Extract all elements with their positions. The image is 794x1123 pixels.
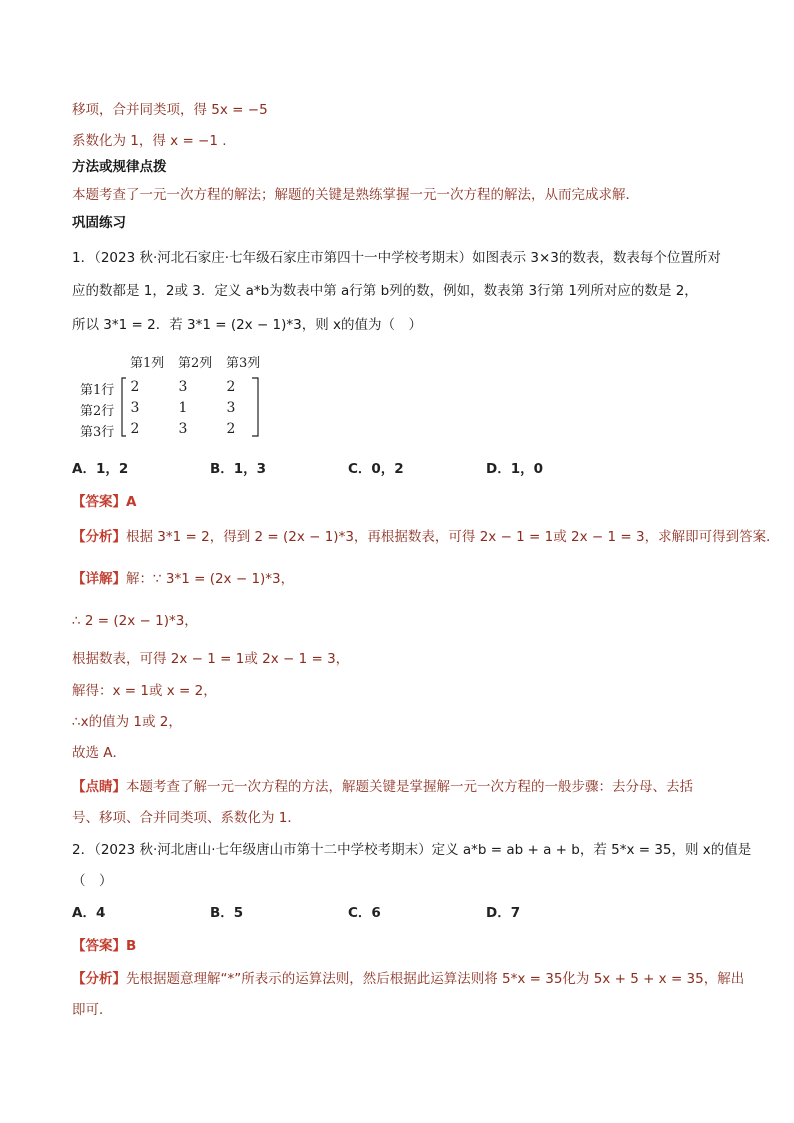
matrix-cell: 1 [178, 400, 188, 416]
matrix-cell: 3 [130, 400, 140, 416]
solution-step-line: 系数化为 1，得 x = −1 . [72, 133, 227, 149]
q1-detail [72, 570, 294, 588]
analysis-line: 即可． [72, 1002, 113, 1018]
practice-heading: 巩固练习 [72, 215, 126, 231]
q2-stem-line: 2．（2023 秋·河北唐山·七年级唐山市第十二中学校考期末）定义 a*b = ab + a + b，若 5*x = 35，则 x的值是 [72, 842, 752, 858]
answer-tag: 【答案】 [72, 494, 126, 510]
q2-stem-line: （ ） [72, 873, 113, 889]
analysis-tag: 【分析】 [72, 529, 126, 545]
column-header: 第3列 [226, 356, 261, 371]
q1-stem-line: 1．（2023 秋·河北石家庄·七年级石家庄市第四十一中学校考期末）如图表示 3×3的数表，数表每个位置所对 [72, 250, 721, 266]
option-b: B．1，3 [210, 461, 267, 477]
q1-stem-line: 应的数都是 1，2或 3．定义 a*b为数表中第 a行第 b列的数，例如，数表第 3行第 1列所对应的数是 2， [72, 283, 698, 299]
solution-step-line: 移项，合并同类项，得 5x = −5 [72, 102, 268, 118]
method-heading: 方法或规律点拨 [72, 159, 167, 175]
detail-tag: 【详解】 [72, 571, 126, 587]
number-table-figure [80, 352, 280, 442]
option-c: C．0，2 [348, 461, 404, 477]
q1-comment [72, 778, 693, 796]
option-a: A．4 [72, 905, 106, 921]
q2-analysis [72, 970, 744, 988]
matrix-cell: 3 [178, 379, 188, 395]
detail-text: 解：∵ 3*1 = (2x − 1)*3， [126, 571, 295, 587]
analysis-text: 先根据题意理解“*”所表示的运算法则，然后根据此运算法则将 5*x = 35化为 5x + 5 + x = 35，解出 [126, 971, 745, 987]
analysis-tag: 【分析】 [72, 971, 126, 987]
detail-line: 根据数表，可得 2x − 1 = 1或 2x − 1 = 3， [72, 651, 350, 667]
option-a: A．1，2 [72, 461, 129, 477]
column-header: 第2列 [178, 356, 213, 371]
answer-value: A [126, 494, 137, 510]
comment-tag: 【点睛】 [72, 779, 126, 795]
detail-line: 故选 A． [72, 745, 127, 761]
answer-tag: 【答案】 [72, 938, 126, 954]
method-text: 本题考查了一元一次方程的解法；解题的关键是熟练掌握一元一次方程的解法，从而完成求解． [72, 187, 639, 203]
analysis-text: 根据 3*1 = 2，得到 2 = (2x − 1)*3，再根据数表，可得 2x − 1 = 1或 2x − 1 = 3，求解即可得到答案． [126, 529, 780, 545]
matrix-cell: 2 [226, 421, 236, 437]
q1-answer [72, 493, 136, 511]
comment-line: 号、移项、合并同类项、系数化为 1． [72, 810, 301, 826]
row-header: 第2行 [80, 404, 115, 419]
matrix-cell: 2 [226, 379, 236, 395]
matrix-cell: 3 [178, 421, 188, 437]
matrix-cell: 3 [226, 400, 236, 416]
matrix-cell: 2 [130, 379, 140, 395]
option-b: B．5 [210, 905, 244, 921]
option-d: D．7 [486, 905, 521, 921]
detail-line: 解得：x = 1或 x = 2， [72, 683, 217, 699]
option-d: D．1，0 [486, 461, 543, 477]
q2-answer [72, 937, 136, 955]
option-c: C．6 [348, 905, 381, 921]
row-header: 第1行 [80, 383, 115, 398]
answer-value: B [126, 938, 137, 954]
detail-line: ∴ 2 = (2x − 1)*3， [72, 613, 198, 629]
q1-options [72, 460, 722, 478]
comment-text: 本题考查了解一元一次方程的方法，解题关键是掌握解一元一次方程的一般步骤：去分母、去括 [126, 779, 693, 795]
row-header: 第3行 [80, 425, 115, 440]
q2-options [72, 904, 722, 922]
q1-analysis [72, 528, 780, 546]
q1-stem-line: 所以 3*1 = 2．若 3*1 = (2x − 1)*3，则 x的值为（ ） [72, 317, 423, 333]
detail-line: ∴x的值为 1或 2， [72, 714, 182, 730]
column-header: 第1列 [130, 356, 165, 371]
matrix-cell: 2 [130, 421, 140, 437]
